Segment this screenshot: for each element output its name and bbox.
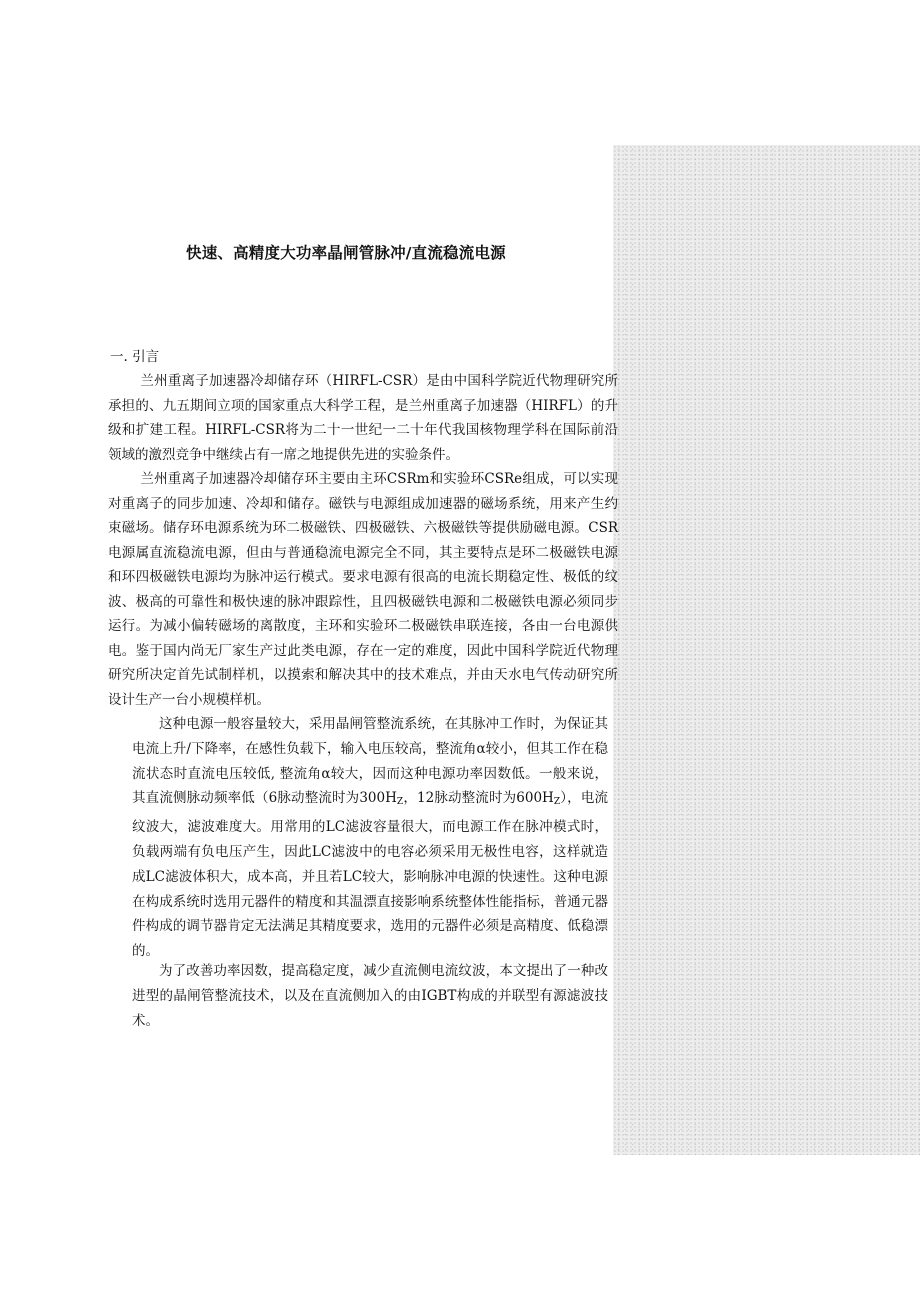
paragraph-4 xyxy=(132,959,608,1033)
paragraph-1-text: 兰州重离子加速器冷却储存环（HIRFL-CSR）是由中国科学院近代物理研究所承担的、九五期间立项的国家重点大科学工程，是兰州重离子加速器（HIRFL）的升级和扩建工程。HIRFL-CSR将为二十一世纪一二十年代我国核物理学科在国际前沿领域的激烈竞争中继续占有一席之地提供先进的实验条件。 xyxy=(108,373,618,463)
paragraph-3-part-a: 这种电源一般容量较大，采用晶闸管整流系统，在其脉冲工作时，为保证其电流上升/下降率，在感性负载下，输入电压较高，整流角α较小，但其工作在稳流状态时直流电压较低, 整流角α较大，因而这种电源功率因数低。一般来说，其直流侧脉动频率低（6脉动整流时为300H xyxy=(132,716,608,807)
section-heading-introduction: 一. 引言 xyxy=(110,349,160,365)
paragraph-4-text: 为了改善功率因数，提高稳定度，减少直流侧电流纹波，本文提出了一种改进型的晶闸管整流技术，以及在直流侧加入的由IGBT构成的并联型有源滤波技术。 xyxy=(132,963,608,1029)
hz-subscript-2: Z xyxy=(553,797,561,808)
paragraph-3-part-b: ，12脉动整流时为600H xyxy=(403,790,554,807)
paragraph-3 xyxy=(132,712,608,964)
paragraph-3-text xyxy=(132,712,608,964)
paragraph-3-part-c: ），电流纹波大，滤波难度大。用常用的LC滤波容量很大，而电源工作在脉冲模式时，负载两端有负电压产生，因此LC滤波中的电容必须采用无极性电容，这样就造成LC滤波体积大，成本高，并且若LC较大，影响脉冲电源的快速性。这种电源在构成系统时选用元器件的精度和其温漂直接影响系统整体性能指标，普通元器件构成的调节器肯定无法满足其精度要求，选用的元器件必须是高精度、低稳漂的。 xyxy=(132,790,609,960)
hz-subscript-1: Z xyxy=(396,797,404,808)
document-title: 快速、高精度大功率晶闸管脉冲/直流稳流电源 xyxy=(186,244,506,262)
paragraph-2 xyxy=(108,467,618,712)
paragraph-1 xyxy=(108,369,618,467)
paragraph-2-text: 兰州重离子加速器冷却储存环主要由主环CSRm和实验环CSRe组成，可以实现对重离子的同步加速、冷却和储存。磁铁与电源组成加速器的磁场系统，用来产生约束磁场。储存环电源系统为环二极磁铁、四极磁铁、六极磁铁等提供励磁电源。CSR电源属直流稳流电源，但由与普通稳流电源完全不同，其主要特点是环二极磁铁电源和环四极磁铁电源均为脉冲运行模式。要求电源有很高的电流长期稳定性、极低的纹波、极高的可靠性和极快速的脉冲跟踪性，且四极磁铁电源和二极磁铁电源必须同步运行。为减小偏转磁场的离散度，主环和实验环二极磁铁串联连接，各由一台电源供电。鉴于国内尚无厂家生产过此类电源，存在一定的难度，因此中国科学院近代物理研究所决定首先试制样机，以摸索和解决其中的技术难点，并由天水电气传动研究所设计生产一台小规模样机。 xyxy=(108,471,618,708)
margin-shaded-panel xyxy=(613,145,920,1155)
